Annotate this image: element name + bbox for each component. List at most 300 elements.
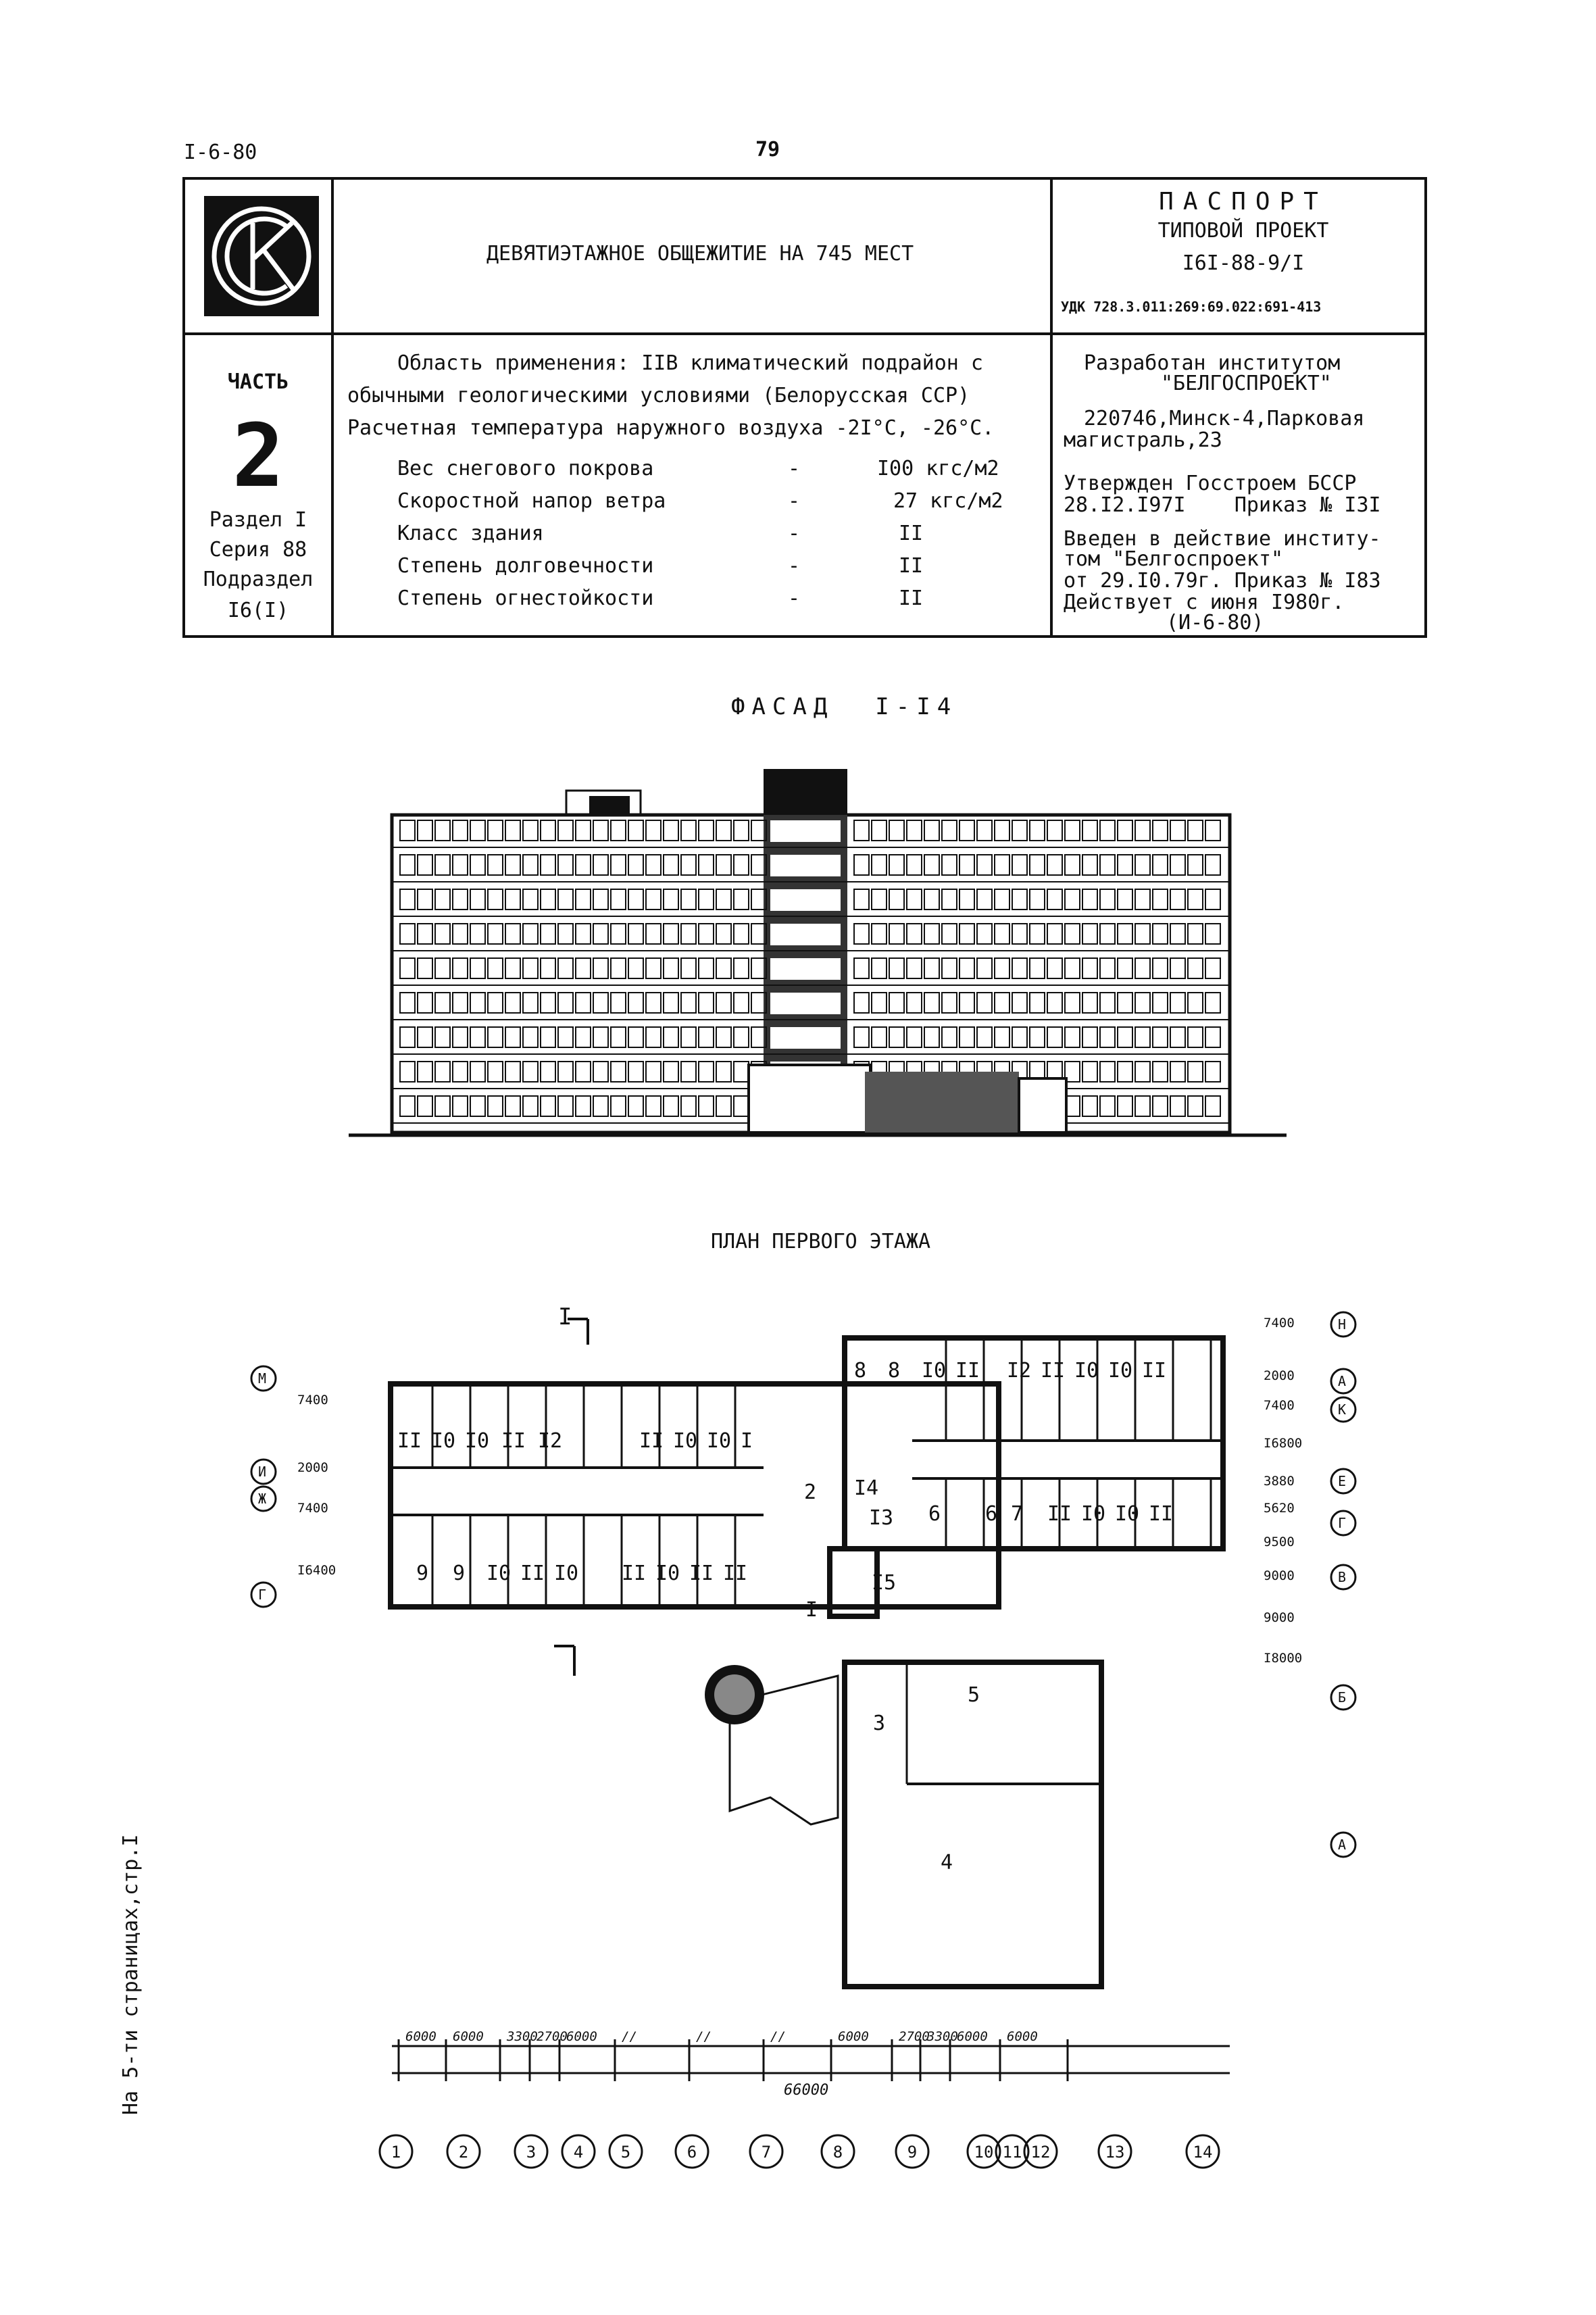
facade-window [611, 993, 626, 1013]
facade-window [1205, 1027, 1220, 1047]
facade-window [505, 1062, 520, 1082]
facade-window [1153, 820, 1168, 841]
facade-window [576, 820, 591, 841]
facade-window [1030, 855, 1045, 875]
facade-window [453, 958, 468, 978]
facade-window [1188, 1096, 1203, 1116]
param-dash: - [788, 522, 801, 545]
facade-window [541, 958, 555, 978]
facade-window [418, 1096, 432, 1116]
facade-window [924, 993, 939, 1013]
facade-window [716, 1062, 731, 1082]
right-dimension: I8000 [1264, 1651, 1303, 1666]
facade-window [924, 889, 939, 910]
axis-letter-right: В [1338, 1569, 1347, 1585]
axis-number: 12 [1030, 2143, 1051, 2162]
facade-window [734, 993, 749, 1013]
facade-window [505, 958, 520, 978]
facade-window [505, 993, 520, 1013]
facade-window [907, 958, 922, 978]
facade-window [959, 993, 974, 1013]
intro-line-2: том "Белгоспроект" [1064, 547, 1284, 571]
facade-window [889, 855, 904, 875]
facade-window [1118, 889, 1132, 910]
right-dimension: I6800 [1264, 1436, 1303, 1451]
facade-window [699, 924, 714, 944]
stair-window [770, 924, 841, 945]
facade-window [505, 1027, 520, 1047]
facade-window [716, 889, 731, 910]
facade-window [995, 889, 1009, 910]
side-note: На 5-ти страницах,стр.I [119, 1834, 143, 2115]
facade-window [664, 889, 678, 910]
facade-window [1118, 1027, 1132, 1047]
facade-window [1170, 958, 1185, 978]
facade-window [576, 889, 591, 910]
facade-window [1012, 924, 1027, 944]
facade-window [1135, 958, 1150, 978]
facade-window [1030, 958, 1045, 978]
facade-window [716, 958, 731, 978]
facade-window [889, 820, 904, 841]
room-number: II [955, 1359, 980, 1383]
facade-window [716, 924, 731, 944]
sk-logo-icon [204, 196, 319, 316]
facade-window [1135, 1062, 1150, 1082]
facade-window [734, 1027, 749, 1047]
facade-window [942, 993, 957, 1013]
param-name: Скоростной напор ветра [397, 489, 666, 513]
facade-window [1065, 924, 1080, 944]
axis-letter-right: А [1338, 1837, 1347, 1853]
bottom-dimension: 3300 [507, 2029, 538, 2044]
param-value: II [899, 522, 924, 545]
facade-window [699, 1062, 714, 1082]
facade-window [541, 855, 555, 875]
room-number: I0 [465, 1429, 490, 1453]
param-row [397, 554, 1046, 587]
facade-window [959, 958, 974, 978]
facade-window [646, 820, 661, 841]
facade-window [628, 958, 643, 978]
facade-window [959, 855, 974, 875]
facade-window [1188, 855, 1203, 875]
facade-window [699, 1096, 714, 1116]
facade-window [734, 1062, 749, 1082]
facade-window [611, 1027, 626, 1047]
facade-window [1188, 889, 1203, 910]
axis-letter-right: Н [1338, 1316, 1347, 1333]
facade-window [664, 820, 678, 841]
bottom-dimension: 6000 [1007, 2029, 1038, 2044]
room-number: II [1047, 1502, 1072, 1526]
subsection-number: I6(I) [227, 599, 289, 622]
facade-window [470, 855, 485, 875]
facade-window [1188, 1027, 1203, 1047]
facade-window [1100, 924, 1115, 944]
facade-window [1065, 993, 1080, 1013]
param-name: Степень огнестойкости [397, 587, 654, 610]
intro-line-4: Действует с июня I980г. [1064, 591, 1345, 614]
facade-window [664, 924, 678, 944]
facade-window [942, 889, 957, 910]
facade-window [488, 1096, 503, 1116]
facade-window [854, 855, 869, 875]
facade-window [505, 855, 520, 875]
facade-window [593, 1027, 608, 1047]
facade-window [400, 958, 415, 978]
facade-window [1170, 1027, 1185, 1047]
facade-window [1170, 1062, 1185, 1082]
project-name: ДЕВЯТИЭТАЖНОЕ ОБЩЕЖИТИЕ НА 745 МЕСТ [487, 242, 914, 266]
facade-window [1153, 924, 1168, 944]
facade-window [558, 924, 573, 944]
axis-letter-left: Г [258, 1587, 267, 1603]
facade-window [523, 1027, 538, 1047]
facade-window [681, 924, 696, 944]
facade-window [977, 889, 992, 910]
developer-address-2: магистраль,23 [1064, 428, 1222, 452]
facade-window [1188, 924, 1203, 944]
facade-window [646, 1027, 661, 1047]
facade-window [889, 958, 904, 978]
facade-window [699, 958, 714, 978]
facade-window [699, 889, 714, 910]
room-number: 3 [873, 1712, 886, 1735]
facade-window [977, 958, 992, 978]
facade-window [611, 1062, 626, 1082]
facade-window [1135, 993, 1150, 1013]
bottom-dimension: // [696, 2029, 712, 2044]
project-code: I6I-88-9/I [1182, 251, 1305, 275]
facade-window [646, 1096, 661, 1116]
facade-window [889, 924, 904, 944]
facade-window [734, 820, 749, 841]
facade-window [435, 958, 450, 978]
facade-window [576, 1062, 591, 1082]
room-number: I0 [922, 1359, 947, 1383]
facade-window [1047, 993, 1062, 1013]
axis-number: 13 [1105, 2143, 1125, 2162]
bottom-dimension: 6000 [405, 2029, 437, 2044]
room-number: II [622, 1562, 647, 1585]
facade-window [1205, 889, 1220, 910]
room-number: II [1142, 1359, 1167, 1383]
facade-window [924, 855, 939, 875]
facade-window [418, 958, 432, 978]
total-dimension: 66000 [784, 2082, 829, 2099]
axis-letter-left: Ж [258, 1491, 267, 1507]
facade-window [541, 820, 555, 841]
room-number: I0 [1081, 1502, 1106, 1526]
facade-window [907, 993, 922, 1013]
facade-window [646, 993, 661, 1013]
facade-window [1082, 924, 1097, 944]
facade-window [646, 924, 661, 944]
section-mark: I [558, 1303, 572, 1330]
facade-window [523, 958, 538, 978]
axis-numbers [365, 2122, 1297, 2183]
facade-window [889, 1027, 904, 1047]
udk-code: УДК 728.3.011:269:69.022:691-413 [1061, 299, 1322, 315]
param-name: Вес снегового покрова [397, 457, 654, 480]
facade-window [646, 1062, 661, 1082]
facade-window [681, 1062, 696, 1082]
facade-window [1012, 820, 1027, 841]
facade-window [1135, 820, 1150, 841]
facade-window [488, 1062, 503, 1082]
facade-window [872, 855, 887, 875]
facade-window [1153, 1027, 1168, 1047]
approved-line-1: Утвержден Госстроем БССР [1064, 472, 1357, 495]
axis-number: 3 [526, 2143, 537, 2162]
facade-window [453, 855, 468, 875]
axis-letter-right: Е [1338, 1473, 1347, 1489]
facade-window [488, 1027, 503, 1047]
room-number: II [397, 1429, 422, 1453]
facade-window [628, 1096, 643, 1116]
facade-window [1135, 1027, 1150, 1047]
facade-window [611, 1096, 626, 1116]
axis-letter-left: М [258, 1370, 267, 1387]
axis-number: 8 [832, 2143, 843, 2162]
facade-window [1065, 820, 1080, 841]
facade-window [872, 889, 887, 910]
stair-window [770, 820, 841, 842]
right-dimension: 9500 [1264, 1535, 1295, 1549]
room-number: II [723, 1562, 748, 1585]
facade-window [1118, 958, 1132, 978]
facade-window [664, 1027, 678, 1047]
facade-window [418, 820, 432, 841]
divider [331, 177, 334, 638]
facade-window [995, 820, 1009, 841]
facade-window [681, 820, 696, 841]
facade-title: ФАСАД I-I4 [731, 693, 958, 720]
facade-window [1135, 924, 1150, 944]
facade-window [959, 924, 974, 944]
facade-window [872, 1027, 887, 1047]
facade-window [734, 924, 749, 944]
param-value: II [899, 554, 924, 578]
facade-window [1170, 820, 1185, 841]
facade-window [1030, 889, 1045, 910]
room-number: I0 [487, 1562, 512, 1585]
facade-window [1118, 993, 1132, 1013]
facade-window [628, 889, 643, 910]
facade-window [400, 924, 415, 944]
facade-window [1153, 1062, 1168, 1082]
axis-number: 14 [1193, 2143, 1213, 2162]
room-number: 8 [854, 1359, 867, 1383]
facade-window [400, 820, 415, 841]
facade-window [1047, 889, 1062, 910]
facade-window [1065, 1027, 1080, 1047]
facade-window [699, 855, 714, 875]
subsection-label: Подраздел [203, 568, 314, 591]
facade-window [1153, 889, 1168, 910]
axis-number: 5 [620, 2143, 631, 2162]
right-dimension: 3880 [1264, 1474, 1295, 1489]
plan-title: ПЛАН ПЕРВОГО ЭТАЖА [711, 1230, 931, 1253]
facade-window [1012, 993, 1027, 1013]
facade-window [611, 958, 626, 978]
facade-window [628, 1062, 643, 1082]
room-number: I0 [707, 1429, 732, 1453]
facade-window [1100, 855, 1115, 875]
facade-window [1188, 820, 1203, 841]
axis-number: 7 [761, 2143, 772, 2162]
facade-window [872, 993, 887, 1013]
facade-window [611, 889, 626, 910]
right-dimension: 7400 [1264, 1316, 1295, 1330]
param-row [397, 457, 1046, 489]
facade-window [1118, 1062, 1132, 1082]
facade-window [488, 958, 503, 978]
divider [182, 332, 1427, 335]
room-number: I0 [431, 1429, 456, 1453]
facade-window [435, 993, 450, 1013]
project-type: ТИПОВОЙ ПРОЕКТ [1157, 219, 1329, 243]
facade-window [593, 1062, 608, 1082]
facade-window [576, 855, 591, 875]
axis-number: 9 [907, 2143, 918, 2162]
facade-window [1082, 1062, 1097, 1082]
facade-window [854, 820, 869, 841]
param-value: II [899, 587, 924, 610]
facade-window [1030, 820, 1045, 841]
intro-line-1: Введен в действие институ- [1064, 527, 1381, 551]
facade-window [435, 1062, 450, 1082]
facade-window [924, 958, 939, 978]
facade-window [523, 820, 538, 841]
param-value: I00 кгс/м2 [877, 457, 999, 480]
facade-window [1082, 993, 1097, 1013]
facade-window [400, 1096, 415, 1116]
right-dimension: 9000 [1264, 1610, 1295, 1625]
facade-window [488, 820, 503, 841]
facade-window [734, 889, 749, 910]
stair-window [770, 889, 841, 911]
room-number: I3 [869, 1506, 894, 1530]
facade-window [628, 820, 643, 841]
facade-window [453, 993, 468, 1013]
facade-window [1047, 958, 1062, 978]
facade-window [541, 889, 555, 910]
facade-window [1153, 993, 1168, 1013]
developer-line-2: "БЕЛГОСПРОЕКТ" [1161, 372, 1332, 395]
room-number: I [741, 1429, 753, 1453]
facade-window [1118, 820, 1132, 841]
facade-window [1100, 1096, 1115, 1116]
approved-line-2: 28.I2.I97I Приказ № I3I [1064, 493, 1381, 517]
facade-window [1135, 855, 1150, 875]
bottom-dimension: 3300 [927, 2029, 958, 2044]
room-number: II [639, 1429, 664, 1453]
facade-window [488, 993, 503, 1013]
facade-window [470, 1027, 485, 1047]
facade-window [541, 924, 555, 944]
room-number: I5 [872, 1571, 897, 1595]
facade-window [1188, 1062, 1203, 1082]
facade-window [576, 993, 591, 1013]
facade-window [418, 855, 432, 875]
facade-window [977, 1027, 992, 1047]
facade-window [716, 820, 731, 841]
facade-window [1047, 820, 1062, 841]
facade-window [716, 993, 731, 1013]
intro-line-5: (И-6-80) [1166, 611, 1264, 634]
param-row [397, 522, 1046, 554]
facade-window [977, 855, 992, 875]
stair-window [770, 958, 841, 980]
left-dimension: 2000 [297, 1460, 328, 1475]
room-number: II [689, 1562, 714, 1585]
facade-window [716, 1096, 731, 1116]
facade-window [435, 924, 450, 944]
facade-window [541, 1096, 555, 1116]
facade-window [995, 855, 1009, 875]
facade-window [541, 993, 555, 1013]
stair-window [770, 855, 841, 876]
facade-window [664, 855, 678, 875]
intro-line-3: от 29.I0.79г. Приказ № I83 [1064, 569, 1381, 593]
facade-window [541, 1062, 555, 1082]
param-name: Класс здания [397, 522, 544, 545]
facade-window [1135, 1096, 1150, 1116]
facade-window [1100, 820, 1115, 841]
facade-window [593, 924, 608, 944]
facade-window [1153, 1096, 1168, 1116]
bottom-dimension: 6000 [957, 2029, 988, 2044]
facade-window [523, 993, 538, 1013]
facade-window [942, 820, 957, 841]
facade-window [1170, 993, 1185, 1013]
room-number: 9 [453, 1562, 466, 1585]
facade-window [400, 1027, 415, 1047]
bottom-dimension: // [622, 2029, 637, 2044]
room-number: I2 [538, 1429, 563, 1453]
facade-window [1118, 855, 1132, 875]
facade-window [854, 1027, 869, 1047]
facade-window [593, 855, 608, 875]
facade-window [558, 889, 573, 910]
room-number: II [501, 1429, 526, 1453]
param-row [397, 489, 1046, 522]
facade-window [453, 1027, 468, 1047]
facade-window [646, 855, 661, 875]
facade-window [1082, 958, 1097, 978]
section-label: Раздел I [209, 508, 307, 532]
facade-window [1082, 1096, 1097, 1116]
divider [1050, 177, 1053, 638]
facade-window [681, 993, 696, 1013]
facade-window [854, 993, 869, 1013]
axis-number: 6 [687, 2143, 697, 2162]
param-value: 27 кгс/м2 [893, 489, 1003, 513]
param-dash: - [788, 554, 801, 578]
facade-window [1100, 958, 1115, 978]
facade-window [541, 1027, 555, 1047]
facade-window [907, 820, 922, 841]
room-number: I0 [1108, 1359, 1133, 1383]
room-number: II [520, 1562, 545, 1585]
facade-window [418, 993, 432, 1013]
facade-window [872, 820, 887, 841]
facade-window [1170, 924, 1185, 944]
facade-window [681, 889, 696, 910]
axis-number: 4 [573, 2143, 584, 2162]
